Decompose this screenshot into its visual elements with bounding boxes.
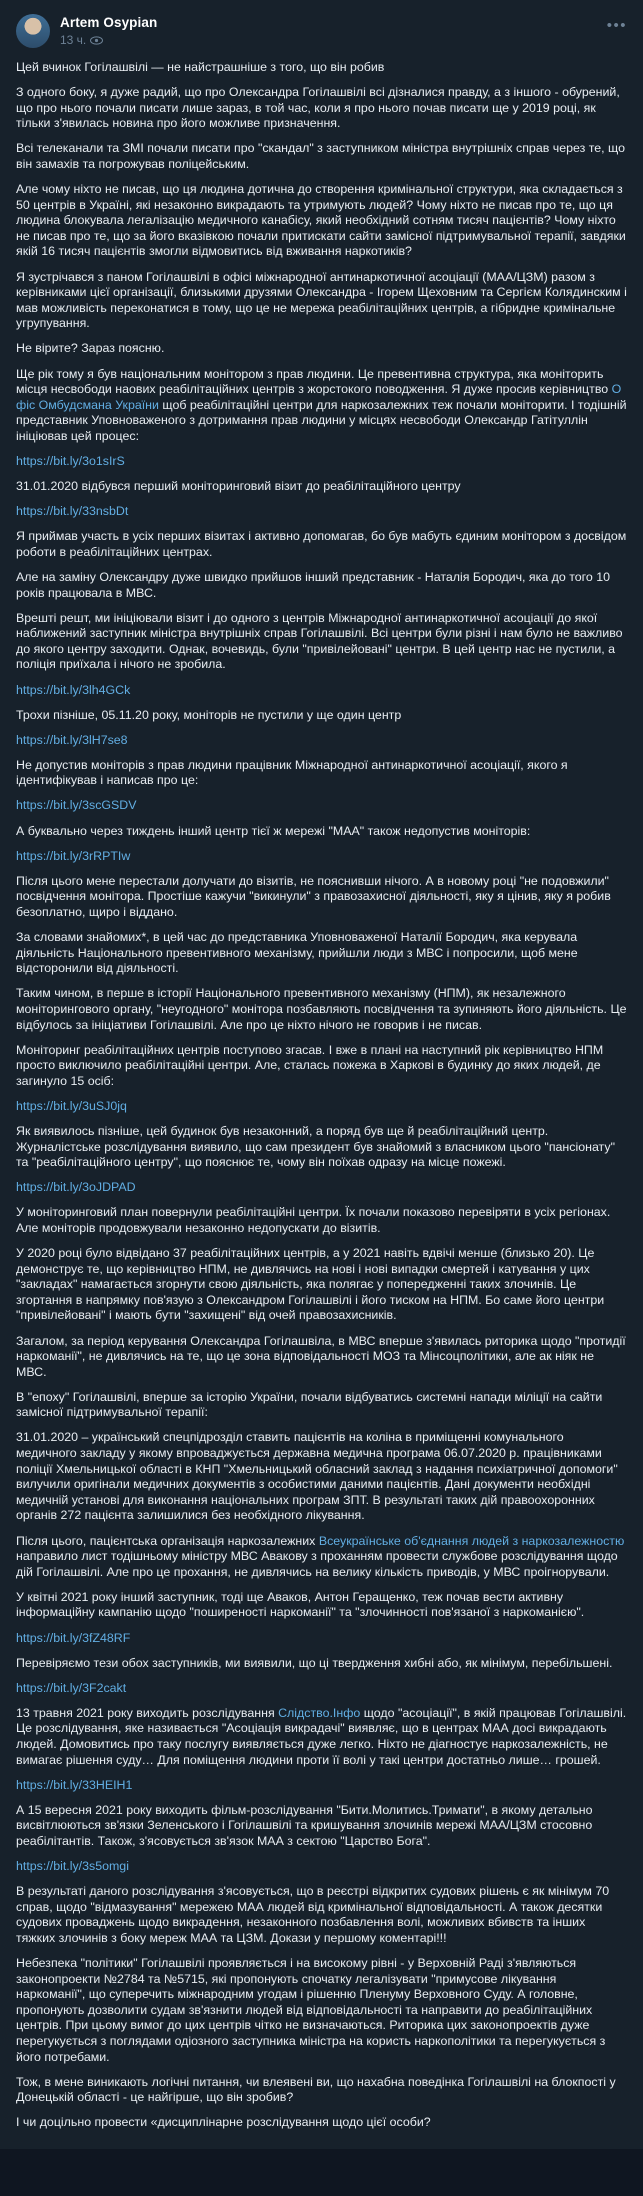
post-paragraph-link	[16, 1778, 627, 1794]
post-link[interactable]: https://bit.ly/3lh4GCk	[16, 682, 131, 697]
post-inline-link[interactable]: Слідство.Інфо	[278, 1705, 361, 1720]
author-name[interactable]: Artem Osypian	[60, 15, 158, 30]
author-block	[60, 14, 157, 48]
post-timestamp: 13 ч.	[60, 33, 87, 47]
post-link[interactable]: https://bit.ly/3s5omgi	[16, 1859, 129, 1874]
post-paragraph: А 15 вересня 2021 року виходить фільм-розслідування "Бити.Молитись.Тримати", в якому детально висвітлюються зв'язки Зеленського і Гогілашвілі та кришування злочинів мережі МАА/ЦЗМ стосовно реабілітантів. Також, з'ясовується зв'язок МАА з сектою "Царство Бога".	[16, 1802, 593, 1848]
post-link[interactable]: https://bit.ly/3uSJ0jq	[16, 1098, 127, 1113]
post-link[interactable]: https://bit.ly/3F2cakt	[16, 1680, 127, 1695]
post-paragraph: За словами знайомих*, в цей час до представника Уповноваженої Наталії Бородич, яка керувала діяльність Національного превентивного механізму, прийшли люди з МВС і попросили, щоб мене відсторонили від діяльності.	[16, 930, 578, 976]
post-paragraph: Я приймав участь в усіх перших візитах і активно допомагав, бо був мабуть єдиним монітором з досвідом роботи в реабілітаційних центрах.	[16, 529, 627, 559]
post-paragraph-link	[16, 1099, 627, 1115]
post-link[interactable]: https://bit.ly/3oJDPAD	[16, 1180, 136, 1195]
avatar[interactable]	[16, 14, 50, 48]
post-paragraph: Перевіряємо тези обох заступників, ми виявили, що ці твердження хибні або, як мінімум, перебільшені.	[16, 1655, 613, 1670]
post-paragraph: У квітні 2021 року інший заступник, тоді ще Аваков, Антон Геращенко, теж почав вести активну інформаційну кампанію щодо "поширеності наркоманії" та "злочинності пов'язаної з наркоманією".	[16, 1589, 585, 1620]
more-options-icon[interactable]: •••	[606, 17, 627, 34]
post-paragraph-link	[16, 1681, 627, 1697]
post-body	[16, 60, 627, 2131]
post-paragraph: Не допустив моніторів з прав людини працівник Міжнародної антинаркотичної асоціації, якого я ідентифікував і написав про це:	[16, 757, 568, 788]
post-link[interactable]: https://bit.ly/3scGSDV	[16, 798, 137, 813]
post-paragraph: Ще рік тому я був національним монітором з прав людини. Це превентивна структура, яка моніторить місця несвободи наових реабілітаційних центрів з жорстокого поводження. Я дуже просив керівництво Офіс Омбудсмана України щоб реабілітаційні центри для наркозалежних теж почали моніторити. І тодішній представник Уповноваженого з дотримання прав людини у місцях несвободи Олександр Гатітуллін ініціював цей процес:	[16, 366, 627, 443]
post-paragraph: У моніторинговий план повернули реабілітаційні центри. Їх почали показово перевіряти в усіх регіонах. Але моніторів продовжували незаконно недопускати до візитів.	[16, 1205, 611, 1235]
post-link[interactable]: https://bit.ly/3lH7se8	[16, 732, 128, 747]
post-paragraph: І чи доцільно провести «дисциплінарне розслідування щодо цієї особи?	[16, 2115, 431, 2130]
post-paragraph-link	[16, 849, 627, 865]
post-paragraph: Як виявилось пізніше, цей будинок був незаконний, а поряд був ще й реабілітаційний центр. Журналістське розслідування виявило, що сам президент був знайомий з власником цього "пансіонату" та "реабілітаційного центру", що пояснює те, чому він поїхав одразу на місце пожежі.	[16, 1123, 615, 1170]
post-paragraph: Але чому ніхто не писав, що ця людина дотична до створення кримінальної структури, яка складається з 50 центрів в Україні, які незаконно викрадають та утримують людей? Чому ніхто не писав про те, що ця людина блокувала легалізацію медичного канабісу, який необхідний сотням тисяч пацієнтів? Чому ніхто не писав про те, що за його вказівкою почали притискати сайти замісної підтримувальної терапії, завдяки якій 16 тисяч пацієнтів змогли відмовитись від вживання наркотиків?	[16, 182, 626, 259]
post-paragraph-link	[16, 504, 627, 520]
post-paragraph: Загалом, за період керування Олександра Гогілашвіла, в МВС вперше з'явилась риторика щодо "протидії наркоманії", не дивлячись на те, що це зона відповідальності МОЗ та Мінсоцполітики, але ак ніяк не МВС.	[16, 1333, 626, 1379]
post-paragraph-link	[16, 798, 627, 814]
post-paragraph: Трохи пізніше, 05.11.20 року, моніторів не пустили у ще один центр	[16, 707, 402, 722]
post-paragraph: З одного боку, я дуже радий, що про Олександра Гогілашвілі всі дізналися правду, а з іншого - обурений, що про нього почали писати лише зараз, в той час, коли я про нього почав писати ще у 2019 році, як тільки з'явилась новина про його можливе призначення.	[16, 85, 620, 131]
post-paragraph: У 2020 році було відвідано 37 реабілітаційних центрів, а у 2021 навіть вдвічі менше (близько 20). Це демонструє те, що керівництво НПМ, не дивлячись на нові і нові випадки смертей і катування у цих "закладах" намагається згорнути свою діяльність, яка полягає у попередженні таких злочинів. Це згортання в напрямку пов'язую з Олександром Гогілашвілі і його тиском на НПМ. Бо саме його центри "привілейовані" і мають бути "захищені" від очей правозахисників.	[16, 1246, 605, 1323]
avatar-image	[16, 14, 50, 48]
post-paragraph-link	[16, 1631, 627, 1647]
post-paragraph: А буквально через тиждень інший центр тієї ж мережі "МАА" також недопустив моніторів:	[16, 823, 531, 838]
post-link[interactable]: https://bit.ly/3rRPTIw	[16, 848, 131, 863]
post-paragraph: 31.01.2020 – український спецпідрозділ ставить пацієнтів на коліна в приміщенні комунального медичного закладу у якому впроваджується державна медична програма 06.07.2020 р. працівниками поліції Хмельницької області в КНП "Хмельницький обласний заклад з надання психіатричної допомоги" вилучили оригінали медичних документів з особистими даними пацієнтів. Дані документи необхідні медичній установі для виконання національних програм ЗПТ. В результаті таких дій правоохоронних органів 272 пацієнта залишилися без необхідного лікування.	[16, 1430, 618, 1523]
post-paragraph: Моніторинг реабілітаційних центрів поступово згасав. І вже в плані на наступний рік керівництво НПМ просто виключило реабілітаційні центри. Але, сталась пожежа в Харкові в будинку до яких людей, де загинуло 15 осіб:	[16, 1042, 604, 1088]
post-paragraph-link	[16, 454, 627, 470]
post-link[interactable]: https://bit.ly/33nsbDt	[16, 504, 129, 519]
post-paragraph: В "епоху" Гогілашвілі, вперше за історію України, почали відбуватись системні напади міліції на сайти замісної підтримувальної терапії:	[16, 1389, 603, 1420]
post-link[interactable]: https://bit.ly/33HEIH1	[16, 1777, 133, 1792]
post-paragraph: Таким чином, в перше в історії Національного превентивного механізму (НПМ), як незалежного моніторингового органу, "неугодного" монітора позбавляють посвідчення та зупиняють його діяльність. Це відбулось за ініціативи Гогілашвілі. Але про це ніхто нічого не говорив і не писав.	[16, 986, 627, 1032]
post-paragraph: 13 травня 2021 року виходить розслідування Слідство.Інфо щодо "асоціації", в якій працював Гогілашвілі. Це розслідування, яке називається "Асоціація викрадачі" виявляє, що в центрах МАА досі викрадають людей. Домовитись про таку послугу виявляється дуже легко. Ніхто не діагностує наркозалежність, не вимагає рішення суду… Для поміщення людини проти її волі у такі центри достатньо лише… грошей.	[16, 1705, 627, 1767]
post-paragraph-link	[16, 1859, 627, 1875]
post-inline-link[interactable]: Офіс Омбудсмана України	[16, 382, 622, 412]
post-meta	[60, 33, 157, 48]
post-paragraph: Не вірите? Зараз поясню.	[16, 341, 165, 356]
post-paragraph: Але на заміну Олександру дуже швидко прийшов інший представник - Наталія Бородич, яка до того 10 років працювала в МВС.	[16, 569, 611, 600]
post-paragraph: В результаті даного розслідування з'ясовується, що в реєстрі відкритих судових рішень є як мінімум 70 справ, щодо "відмазування" мережею МАА людей від кримінальної відповідальності. А також десятки судових проваджень щодо викрадення, незаконного позбавлення волі, можливих вбивств та інших тяжких злочинів з боку мереж МАА та ЦЗМ. Докази у першому коментарі!!!	[16, 1884, 610, 1945]
post-paragraph: Небезпека "політики" Гогілашвілі проявляється і на високому рівні - у Верховній Раді з'являються законопроекти №2784 та №5715, які пропонують спочатку легалізувати "примусове лікування наркоманії", що суперечить міжнародним угодам і рішенню Пленуму Верховного Суду. А головне, пропонують дозволити судам зв'язнити людей від відповідальності та направити до реабілітаційних центрів. При цьому вимог до цих центрів чітко не визначаються. Риторика цих законопроектів дуже перегукується з поглядами одіозного заступника міністра на користь наркополітики та перегукується з його потребами.	[16, 1956, 606, 2064]
post-paragraph: Всі телеканали та ЗМІ почали писати про "скандал" з заступником міністра внутрішніх справ через те, що він замахів та погрожував поліцейським.	[16, 141, 625, 171]
post-paragraph: Я зустрічався з паном Гогілашвілі в офісі міжнародної антинаркотичної асоціації (МАА/ЦЗМ) разом з керівниками цієї організації, близькими друзями Олександра - Ігорем Щеховним та Сергієм Колядинским і мав можливість переконатися в тому, що це не мережа реабілітаційних центрів, а гібридне кримінальне угрупування.	[16, 269, 627, 331]
post-paragraph: Після цього, пацієнтська організація наркозалежних Всеукраїнське об'єднання людей з наркозалежностю направило лист тодішньому міністру МВС Авакову з проханням провести службове розслідування щодо дій Гогілашвілі. Але про це прохання, не дивлячись на велику кількість приводів, у МВС проігнорували.	[16, 1533, 625, 1579]
post-paragraph: Тож, в мене виникають логічні питання, чи влеявені ви, що нахабна поведінка Гогілашвілі на блокпості у Донецькій області - це найгірше, що він зробив?	[16, 2074, 616, 2105]
post-paragraph: Цей вчинок Гогілашвілі — не найстрашніше з того, що він робив	[16, 60, 385, 74]
post-link[interactable]: https://bit.ly/3fZ48RF	[16, 1630, 131, 1645]
post-paragraph: Врешті решт, ми ініціювали візит і до одного з центрів Міжнародної антинаркотичної асоціації до якої наближений заступник міністра внутрішніх справ Гогілашвілі. Всі центри були різні і нам було не важливо до якого центру заходити. Однак, вочевидь, були "привілейовані" центри. В цей центр нас не пустили, а поліція приїхала і нічого не зробила.	[16, 610, 623, 672]
post-link[interactable]: https://bit.ly/3o1sIrS	[16, 453, 125, 468]
post-paragraph-link	[16, 683, 627, 699]
post-paragraph: Після цього мене перестали долучати до візитів, не пояснивши нічого. А в новому році "не подовжили" посвідчення монітора. Простіше кажучи "викинули" з правозахисної діяльності, яку я цінив, яку я робив безоплатно, щиро і віддано.	[16, 873, 611, 919]
eye-icon	[90, 36, 103, 45]
post-header	[16, 14, 627, 48]
post-inline-link[interactable]: Всеукраїнське об'єднання людей з наркозалежностю	[318, 1533, 625, 1548]
post-paragraph: 31.01.2020 відбувся перший моніторинговий візит до реабілітаційного центру	[16, 479, 461, 494]
post-paragraph-link	[16, 733, 627, 749]
post-paragraph-link	[16, 1180, 627, 1196]
